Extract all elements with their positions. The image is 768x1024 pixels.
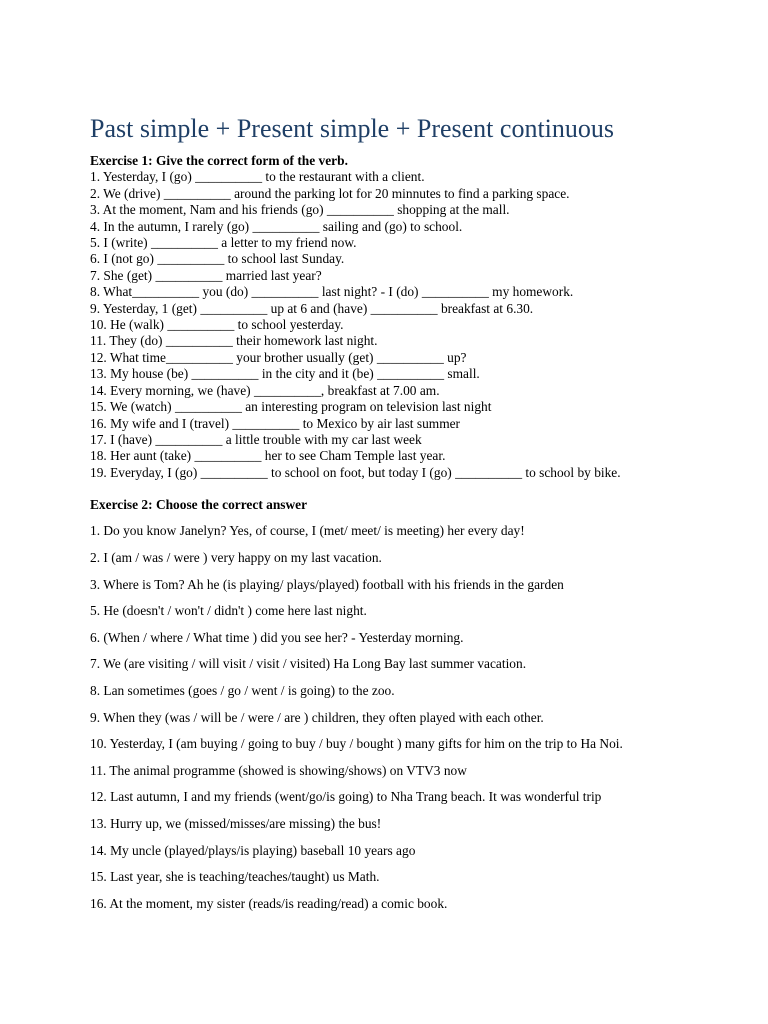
exercise-1-list (90, 169, 621, 481)
page-title: Past simple + Present simple + Present continuous (90, 114, 615, 143)
exercise-2-item: 7. We (are visiting / will visit / visit / visited) Ha Long Bay last summer vacation. (90, 656, 527, 672)
exercise-2-item: 12. Last autumn, I and my friends (went/go/is going) to Nha Trang beach. It was wonderful trip (90, 789, 602, 805)
exercise-2-item: 16. At the moment, my sister (reads/is reading/read) a comic book. (90, 895, 448, 911)
exercise-1-item: 17. I (have) __________ a little trouble with my car last week (90, 431, 422, 447)
exercise-1-item: 14. Every morning, we (have) __________, breakfast at 7.00 am. (90, 382, 440, 398)
exercise-1-item: 11. They (do) __________ their homework last night. (90, 333, 378, 349)
exercise-1-heading: Exercise 1: Give the correct form of the verb. (90, 153, 348, 168)
exercise-2-item: 10. Yesterday, I (am buying / going to buy / buy / bought ) many gifts for him on the trip to Ha Noi. (90, 736, 623, 752)
exercise-1-item: 3. At the moment, Nam and his friends (go) __________ shopping at the mall. (90, 202, 510, 218)
exercise-2-item: 15. Last year, she is teaching/teaches/taught) us Math. (90, 869, 380, 885)
exercise-2-item: 11. The animal programme (showed is showing/shows) on VTV3 now (90, 762, 467, 778)
exercise-2-list (90, 523, 623, 912)
exercise-1-item: 9. Yesterday, 1 (get) __________ up at 6 and (have) __________ breakfast at 6.30. (90, 300, 534, 316)
exercise-1-item: 12. What time__________ your brother usually (get) __________ up? (90, 349, 467, 365)
exercise-1-item: 19. Everyday, I (go) __________ to school on foot, but today I (go) __________ to school by bike. (90, 464, 621, 480)
exercise-1-item: 15. We (watch) __________ an interesting program on television last night (90, 399, 492, 415)
exercise-2-item: 5. He (doesn't / won't / didn't ) come here last night. (90, 603, 367, 619)
exercise-2-item: 2. I (am / was / were ) very happy on my last vacation. (90, 550, 382, 565)
exercise-1-item: 16. My wife and I (travel) __________ to Mexico by air last summer (90, 415, 461, 431)
exercise-1-item: 18. Her aunt (take) __________ her to see Cham Temple last year. (90, 448, 446, 464)
exercise-1-item: 6. I (not go) __________ to school last Sunday. (90, 251, 345, 267)
exercise-2-item: 6. (When / where / What time ) did you see her? - Yesterday morning. (90, 629, 464, 645)
exercise-1-item: 8. What__________ you (do) __________ last night? - I (do) __________ my homework. (90, 284, 574, 300)
exercise-2 (90, 497, 623, 922)
exercise-2-item: 3. Where is Tom? Ah he (is playing/ plays/played) football with his friends in the garden (90, 576, 564, 592)
exercise-2-item: 13. Hurry up, we (missed/misses/are missing) the bus! (90, 815, 382, 831)
exercise-1 (90, 153, 621, 481)
exercise-2-item: 9. When they (was / will be / were / are ) children, they often played with each other. (90, 709, 544, 725)
exercise-2-heading: Exercise 2: Choose the correct answer (90, 497, 308, 512)
exercise-1-item: 10. He (walk) __________ to school yesterday. (90, 317, 344, 333)
exercise-2-item: 8. Lan sometimes (goes / go / went / is going) to the zoo. (90, 682, 395, 698)
exercise-1-item: 13. My house (be) __________ in the city and it (be) __________ small. (90, 366, 480, 382)
exercise-1-item: 7. She (get) __________ married last year? (90, 267, 322, 283)
exercise-2-item: 1. Do you know Janelyn? Yes, of course, I (met/ meet/ is meeting) her every day! (90, 523, 525, 539)
exercise-1-item: 1. Yesterday, I (go) __________ to the restaurant with a client. (90, 169, 425, 185)
exercise-2-item: 14. My uncle (played/plays/is playing) baseball 10 years ago (90, 842, 416, 858)
exercise-1-item: 2. We (drive) __________ around the parking lot for 20 minnutes to find a parking space. (90, 185, 570, 201)
exercise-1-item: 4. In the autumn, I rarely (go) __________ sailing and (go) to school. (90, 218, 463, 234)
exercise-1-item: 5. I (write) __________ a letter to my friend now. (90, 235, 357, 251)
